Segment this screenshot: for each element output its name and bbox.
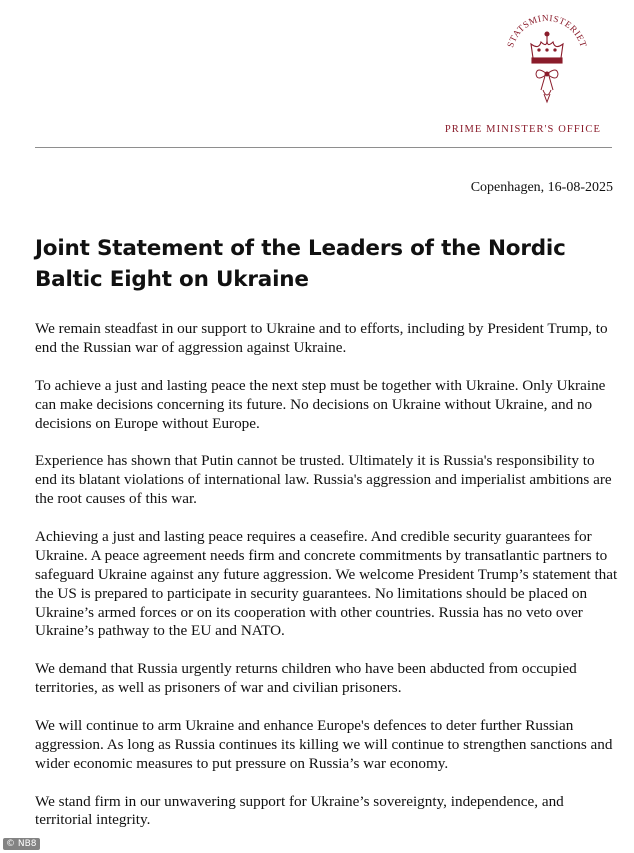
ministry-seal bbox=[503, 6, 591, 110]
title-line-2: Baltic Eight on Ukraine bbox=[35, 267, 309, 292]
paragraph-4: Achieving a just and lasting peace requires a ceasefire. And credible security guarantees for Ukraine. A peace agreement needs firm and concrete commitments by transatlantic partners to safeguard Ukraine against any future aggression. We welcome President Trump’s statement that the US is prepared to participate in security guarantees. No limitations should be placed on Ukraine’s armed forces or on its cooperation with other countries. Russia has no veto over Ukraine’s pathway to the EU and NATO. bbox=[35, 527, 618, 640]
paragraph-6: We will continue to arm Ukraine and enhance Europe's defences to deter further Russian aggression. As long as Russia continues its killing we will continue to strengthen sanctions and wider economic measures to put pressure on Russia’s war economy. bbox=[35, 716, 613, 772]
image-credit-watermark: © NB8 bbox=[3, 838, 40, 850]
office-name: PRIME MINISTER'S OFFICE bbox=[444, 124, 601, 135]
statement-body bbox=[35, 320, 620, 849]
paragraph-3: Experience has shown that Putin cannot be trusted. Ultimately it is Russia's responsibility to end its blatant violations of international law. Russia's aggression and imperialist ambitions are the root causes of this war. bbox=[35, 452, 612, 508]
crown-icon bbox=[531, 32, 563, 63]
paragraph-7: We stand firm in our unwavering support for Ukraine’s sovereignty, independence, and territorial integrity. bbox=[35, 792, 564, 829]
seal-text: STATSMINISTERIET bbox=[505, 12, 589, 49]
ribbon-bow-icon bbox=[536, 70, 558, 102]
statement-title bbox=[35, 233, 615, 295]
dateline: Copenhagen, 16-08-2025 bbox=[470, 180, 613, 195]
header-divider bbox=[35, 147, 612, 148]
paragraph-2: To achieve a just and lasting peace the next step must be together with Ukraine. Only Ukraine can make decisions concerning its future. No decisions on Ukraine without Ukraine, and no decisions on Europe without Europe. bbox=[35, 376, 606, 432]
title-line-1: Joint Statement of the Leaders of the Nordic bbox=[35, 236, 566, 261]
paragraph-5: We demand that Russia urgently returns children who have been abducted from occupied territories, as well as prisoners of war and civilian prisoners. bbox=[35, 660, 577, 697]
paragraph-1: We remain steadfast in our support to Ukraine and to efforts, including by President Trump, to end the Russian war of aggression against Ukraine. bbox=[35, 320, 608, 356]
